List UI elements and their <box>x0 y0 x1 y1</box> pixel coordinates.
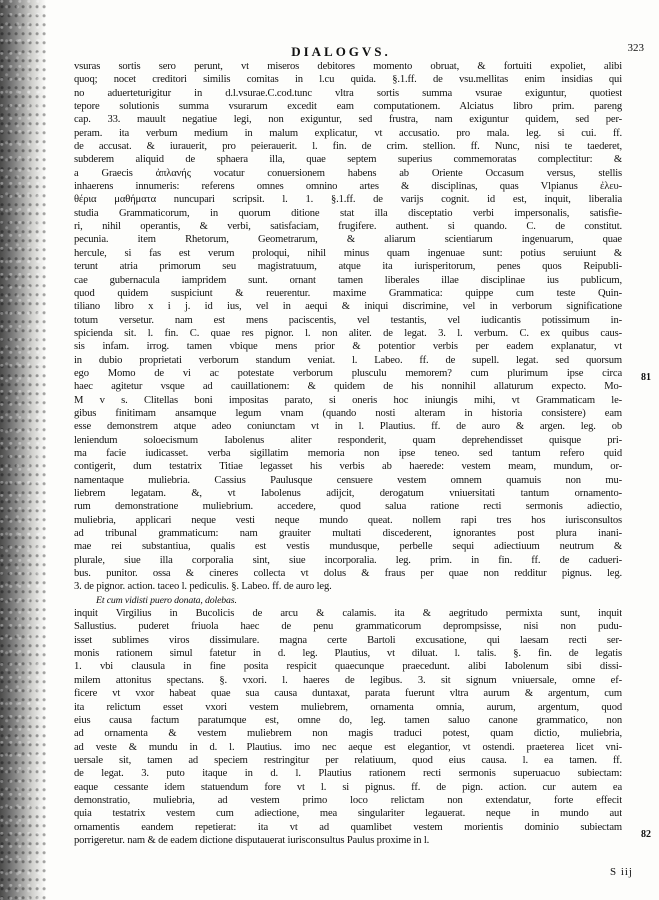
text-line: monis rationem simul fatetur in d. leg. Plautius, vt diluat. l. talis. §. fin. de legatis <box>74 648 622 660</box>
text-line: ficere vt vxor habeat quae sua causa duntaxat, parata fuerunt vltra aurum & argentum, cum <box>74 688 622 700</box>
signature-mark: S iij <box>609 866 633 878</box>
text-line: studia Grammaticorum, in quorum ditione stat illa disceptatio verbi impersonalis, satisfie- <box>74 207 622 219</box>
text-line: Sallustius. puderet friuola haec de penu grammaticorum deprompsisse, nisi non pudu- <box>74 621 622 633</box>
text-line: no aduerteturigitur in d.l.vsurae.C.cod.tunc vltra sortis summa vsurae exiguntur, quotiest <box>74 87 622 99</box>
text-line: quoq; nocet creditori similis comitas in l.cu quida. §.1.ff. de vsu.mellitas enim insidias qui <box>74 74 622 86</box>
text-line: spicienda sit. l. fin. C. quae res pignor. l. non aliter. de legat. 3. l. verbum. C. ex quibus caus- <box>74 327 622 339</box>
text-line: plurale, siue illa corporalia sint, siue incorporalia. leg. prim. in fin. ff. de cadueri- <box>74 554 622 566</box>
text-line: totum versetur. nam est mens paciscentis, vel testantis, vel iudicantis potissimum in- <box>74 314 622 326</box>
margin-note-82: 82 <box>641 829 651 840</box>
text-line: uersale sit, tamen ad speciem restringitur per relatiuum, quod eius causa. l. ea tamen. ff. <box>74 754 622 766</box>
text-line: peram. ita verbum medium in malum explicatur, vt accusatio. pro mala. leg. si cui. ff. <box>74 127 622 139</box>
page-number: 323 <box>627 42 644 54</box>
text-line: quod quidem suspiciunt & reuerentur. maxime Grammatica: quippe cum teste Quin- <box>74 287 622 299</box>
text-line: rum demonstratione muliebrium. accedere, quod salua ratione recti sermonis adiectio, <box>74 501 622 513</box>
text-line: ri, nihil operantis, & verbi, satisfaciam, frugifere. authent. si quando. C. de constitut. <box>74 221 622 233</box>
text-line: de legat. 3. puto itaque in d. l. Plautius rationem recti sermonis superuacuo subiectam: <box>74 768 622 780</box>
text-line: demonstratio, muliebria, ad vestem primo loco relictam non extendatur, forte effecit <box>74 794 622 806</box>
text-line: mae rei substantiua, qualis est vestis mundusque, perbelle sequi adiectiuum neutrum & <box>74 541 622 553</box>
text-line: bus. punitor. ossa & cineres collecta vt dolus & fraus per quae non redditur pignus. leg. <box>74 568 622 580</box>
text-line: eius causa factum paratumque est, omne do, leg. tamen saluo canone grammatico, non <box>74 714 622 726</box>
text-line: pecunia. item Rhetorum, Geometrarum, & aliarum scientiarum ingenuarum, quae <box>74 234 622 246</box>
verse-quotation: Et cum vidisti puero donata, dolebas. <box>96 594 237 606</box>
margin-note-81: 81 <box>641 372 651 383</box>
text-line: inhaerens innumeris: referens omnes omnino artes & disciplinas, quas Vlpianus ἐλευ- <box>74 181 622 193</box>
text-line: ita relictum esset vxori vestem muliebrem, ornamenta omnia, aurum, argentum, quod <box>74 701 622 713</box>
text-line: liebrem legatam. &, vt Iabolenus adijcit, derogatum vniuersitati tantum ornamento- <box>74 488 622 499</box>
text-line: ad tribunal grammaticum: nam grauiter multati discederent, ignorantes post plura inani- <box>74 528 622 540</box>
text-line: sis infam. irrog. tamen vbique mens prior & potentior verbis per eadem explanatur, vt <box>74 341 622 353</box>
text-line: hercule, si fas est verum proloqui, nihil minus quam ingenuae sunt: potius seruiunt & <box>74 247 622 259</box>
text-line: a Graecis ἀπλανής vocatur conuersionem habens ab Oriente Occasum versus, stellis <box>74 167 622 179</box>
text-line: tiliano libro x i j. id ius, vel in aequi & iniqui discrimine, vel in verborum significatione <box>74 301 622 313</box>
text-line: gibus finitimam ansamque legum vnam (quando nosti alteram in historia consistere) eam <box>74 407 622 419</box>
text-line: inquit Virgilius in Bucolicis de arcu & calamis. ita & aegritudo permixta sunt, inquit <box>74 608 622 620</box>
text-line: esse demonstrem atque adeo coniunctam vt in l. Plautius. ff. de auro & argen. leg. ob <box>74 421 622 433</box>
text-line: porrigeretur. nam & de eadem dictione disputauerat iurisconsultus Paulus proxime in l. <box>74 834 430 846</box>
text-line: θέρια μαθήματα nuncupari scripsit. l. 1. §.1.ff. de varijs cognit. id est, inquit, liberalia <box>74 194 622 206</box>
body-text <box>74 60 622 847</box>
text-line: ornamentis eandem repetierat: ita vt ad quamlibet vestem morientis dominio subiectam <box>74 821 622 833</box>
text-line: cap. 33. mauult negatiue legi, non exiguntur, sed frustra, nam exiguntur quidem, sed per- <box>74 114 622 126</box>
text-line: haec agitetur vsque ad cauillationem: & quidem de his nonnihil allaturum expecto. Mo- <box>74 381 622 393</box>
text-line: cae gubernacula iampridem sunt. ornant tamen liberales illae disciplinae ius publicum, <box>74 274 622 286</box>
text-line: isset sublimes viros dissimulare. magna certe Bartoli excusatione, qui laesam recti ser- <box>74 634 622 646</box>
text-line: ad ornamenta & vestem muliebrem non magis traduci potest, quam dictio, muliebria, <box>74 728 622 740</box>
text-line: terunt atria primorum seu magistratuum, atque ita iurisperitorum, penes quos Reipubli- <box>74 261 622 273</box>
text-line: eaque cessante idem statuendum fore vt l. si pignus. ff. de pign. action. cur autem ea <box>74 781 622 793</box>
text-line: M v s. Clitellas boni impositas parato, si oneris hoc iniungis mihi, vt Grammaticam le- <box>74 394 622 406</box>
text-line: vsuras sortis sero perunt, vt miseros debitores momento obruat, & fortuiti expoliet, alibi <box>74 61 622 72</box>
text-line: muliebria, applicari neque vesti neque mundo queat. nollem rapi tres hos iurisconsultos <box>74 514 622 526</box>
text-line: ad veste & mundu in d. l. Plautius. imo nec aeque est elegantior, vt ostendi. praeterea licet vni- <box>74 741 622 753</box>
text-line: ego Momo de vi ac potestate verborum plusculu memorem? cum plurimum ipse circa <box>74 367 622 379</box>
text-line: 1. vbi clausula in fine posita respicit quaecunque praecedunt. alibi Iabolenum sibi dissi- <box>74 661 622 673</box>
text-line: 3. de pignor. action. taceo l. pediculis. §. Labeo. ff. de auro leg. <box>74 581 332 593</box>
text-line: contigerit, dum testatrix Titiae legasset his verbis ab haerede: vestem meam, mundum, or- <box>74 461 622 473</box>
text-line: in dubio proprietati verborum standum veniat. l. Labeo. ff. de supell. legat. sed quorsum <box>74 354 622 366</box>
running-head: DIALOGVS. <box>291 44 391 59</box>
text-line: subderem aliquid de sphaera illa, quae septem superius commemoratas complectitur: & <box>74 154 622 166</box>
text-line: milem attonitus spectans. §. vxori. l. haeres de legibus. 3. sit signum vniuersale, omne ef- <box>74 674 622 686</box>
binding-gutter-texture <box>0 0 46 900</box>
text-line: quia testatrix vestem cum adiectione, mea singulariter legauerat. neque in mundo aut <box>74 808 622 820</box>
text-line: de accusat. & iurauerit, pro peierauerit. l. fin. de crim. stellion. ff. Nunc, nisi te taederet, <box>74 141 622 153</box>
text-line: namentaque muliebria. Cassius Paulusque censuere vestem omnem quamuis non mu- <box>74 474 622 486</box>
text-line: tepore solutionis summa vsurarum excedit eam computationem. Alciatus libro prim. pareng <box>74 101 622 113</box>
text-line: ma facie iudicasset. verba sigillatim memoria non ipse teneo. sed tantum refero quid <box>74 447 622 459</box>
text-line: leniendum soloecismum Iabolenus aliter responderit, quam deprehendisset quisque pri- <box>74 434 622 446</box>
